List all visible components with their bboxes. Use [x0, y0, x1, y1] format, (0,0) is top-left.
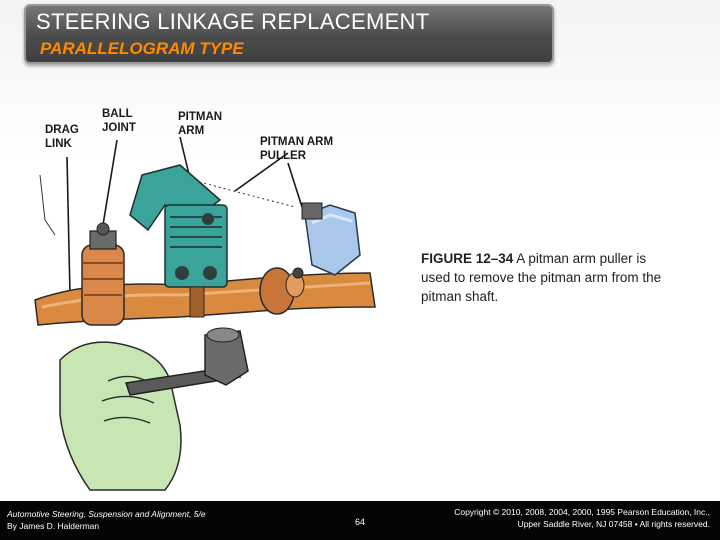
footer-bar [0, 501, 720, 540]
slide-title: STEERING LINKAGE REPLACEMENT [36, 9, 430, 34]
book-author: By James D. Halderman [7, 521, 100, 531]
ball-joint-label-line1: BALL [102, 108, 133, 120]
ball-joint-label-line2: JOINT [102, 122, 136, 134]
steering-linkage-illustration [30, 95, 410, 495]
ball-joint [82, 223, 124, 325]
figure-labels [45, 108, 333, 162]
copyright-line1: Copyright © 2010, 2008, 2004, 2000, 1995 Pearson Education, Inc., [454, 507, 710, 517]
gloved-hand [60, 342, 181, 490]
title-bar [24, 4, 554, 64]
page-number: 64 [355, 517, 366, 527]
drag-link-leader [67, 157, 70, 295]
pitman-nut [302, 203, 360, 275]
pitman-arm-label-line1: PITMAN [178, 111, 223, 123]
puller-leader-2 [288, 163, 302, 207]
copyright-notice [454, 506, 710, 530]
footer-book-info [7, 508, 206, 532]
puller-label-line2: PULLER [260, 150, 306, 162]
book-title: Automotive Steering, Suspension and Alignment, 5/e [7, 509, 206, 519]
drag-link-label-line1: DRAG [45, 124, 79, 136]
slide-subtitle: PARALLELOGRAM TYPE [40, 39, 244, 58]
pitman-arm-label-line2: ARM [178, 125, 205, 137]
figure-caption-text: A pitman arm puller is used to remove the pitman arm from the pitman shaft. [421, 251, 662, 304]
copyright-line2: Upper Saddle River, NJ 07458 • All rights reserved. [517, 519, 710, 529]
figure-number: FIGURE 12–34 [421, 251, 514, 266]
puller-label-line1: PITMAN ARM [260, 136, 334, 148]
figure-caption [421, 249, 671, 306]
drag-link-label-line2: LINK [45, 138, 72, 150]
